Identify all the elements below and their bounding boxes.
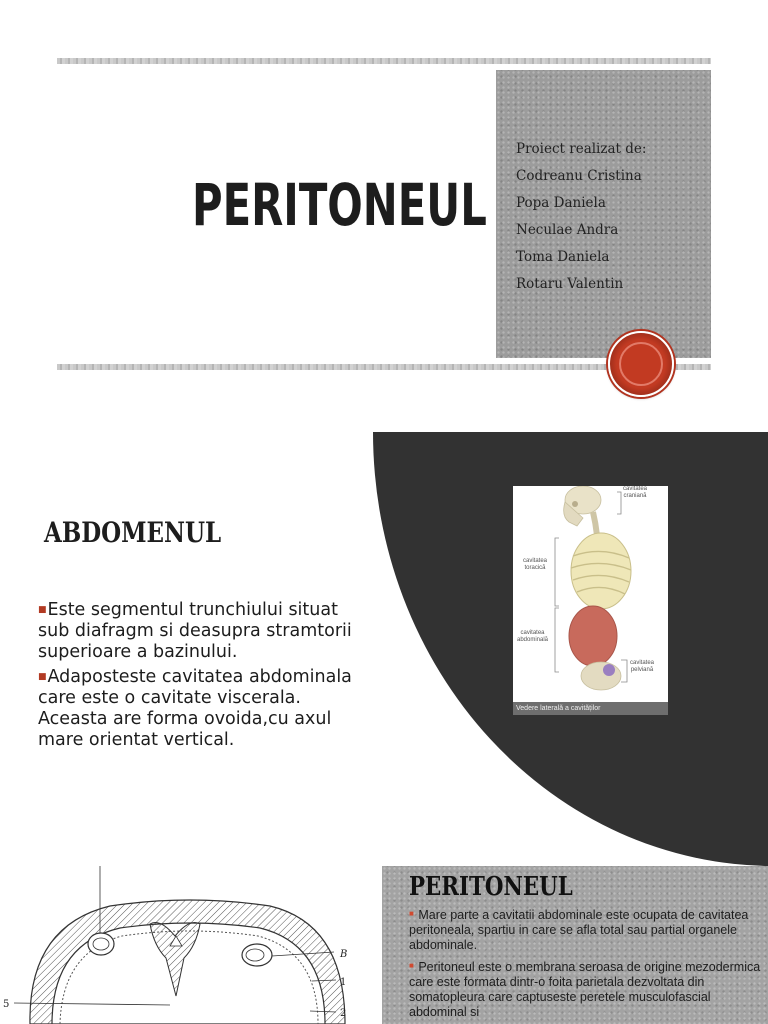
label-pelvic-cavity: cavitatea pelviană xyxy=(630,660,655,673)
decorative-red-circle-icon xyxy=(608,331,674,397)
image-caption: Vedere laterală a cavităților xyxy=(513,702,668,715)
bullet-square-icon: ■ xyxy=(409,961,414,970)
diagram-label-b: B xyxy=(340,949,348,960)
bullet-square-icon: ■ xyxy=(38,605,47,615)
diagram-label-1: 1 xyxy=(340,977,347,988)
bullet-square-icon: ■ xyxy=(38,672,47,682)
bullet-item xyxy=(38,600,368,663)
text-panel xyxy=(382,866,768,1024)
red-circle-ring xyxy=(619,342,663,386)
title-slide xyxy=(0,0,768,410)
bullet-text: Peritoneul este o membrana seroasa de origine mezodermica care este formata dintr-o foita parietala dezvoltata din somatopleura care captuseste peretele musculofascial abdominal si xyxy=(409,960,761,1019)
bullet-list xyxy=(38,600,368,755)
bullet-text: Este segmentul trunchiului situat sub diafragm si deasupra stramtorii superioare a bazinului. xyxy=(38,600,352,662)
author-heading: Proiect realizat de: xyxy=(516,141,647,157)
bullet-item xyxy=(409,958,761,1020)
author-panel xyxy=(496,70,711,358)
bullet-text: Adaposteste cavitatea abdominala care este o cavitate viscerala. Aceasta are forma ovoida,cu axul mare orientat vertical. xyxy=(38,667,352,750)
author-name: Neculae Andra xyxy=(516,222,619,238)
author-name: Codreanu Cristina xyxy=(516,168,642,184)
peritoneum-slide xyxy=(0,866,768,1024)
diagram-label-2: 2 xyxy=(340,1008,347,1019)
diagram-label-5: 5 xyxy=(3,999,10,1010)
bullet-text: Mare parte a cavitatii abdominale este ocupata de cavitatea peritoneala, spartiu in care se afla total sau partial organele abdominale. xyxy=(409,908,749,952)
label-abdominal-cavity: cavitatea abdominală xyxy=(517,630,549,643)
author-name: Rotaru Valentin xyxy=(516,276,624,292)
slide-title: PERITONEUL xyxy=(409,872,573,902)
slide-title: PERITONEUL xyxy=(192,171,487,239)
author-list xyxy=(516,136,646,298)
abdomen-slide xyxy=(0,432,768,866)
bullet-item xyxy=(409,906,761,953)
author-name: Popa Daniela xyxy=(516,195,606,211)
bullet-square-icon: ■ xyxy=(409,909,414,918)
bullet-item xyxy=(38,667,368,751)
label-cranial-cavity: cavitatea craniană xyxy=(623,486,648,499)
anatomy-image xyxy=(513,486,668,715)
author-name: Toma Daniela xyxy=(516,249,610,265)
slide-title: ABDOMENUL xyxy=(44,516,222,549)
bullet-list xyxy=(409,906,761,1024)
abdominal-cross-section-diagram xyxy=(0,866,380,1024)
top-divider-bar xyxy=(57,58,711,64)
label-thoracic-cavity: cavitatea toracică xyxy=(523,558,548,571)
